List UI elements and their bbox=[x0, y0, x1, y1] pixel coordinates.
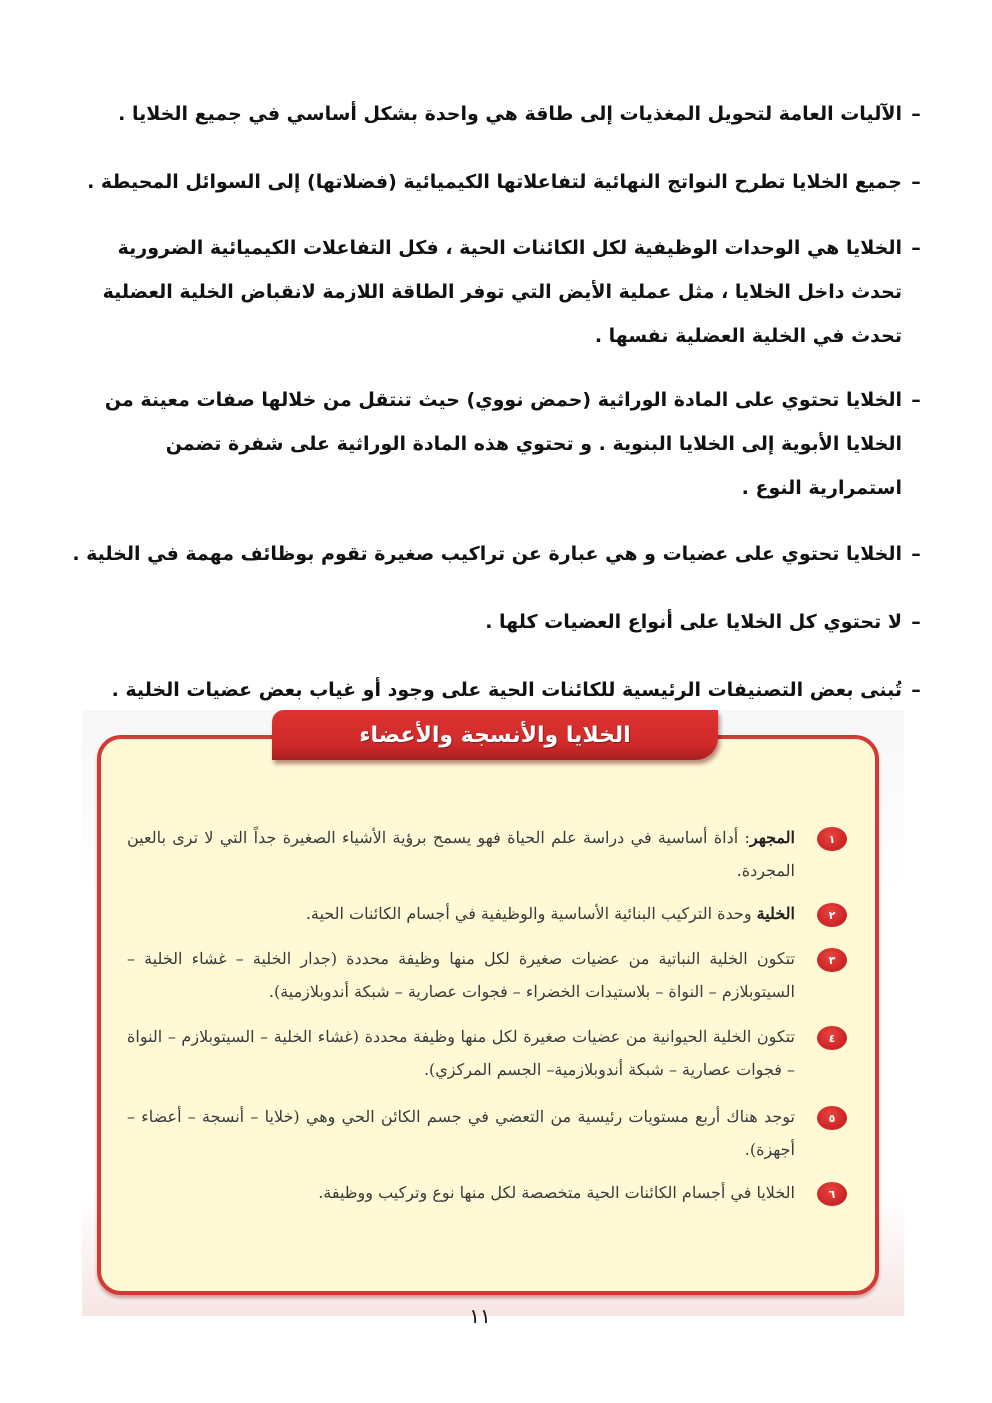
bullet-dash: – bbox=[911, 611, 921, 633]
summary-item-text: تتكون الخلية النباتية من عضيات صغيرة لكل منها وظيفة محددة (جدار الخلية – غشاء الخلية – السيتوبلازم – النواة – بلاستيدات الخضراء – فجوات عصارية – شبكة أندوبلازمية). bbox=[127, 949, 795, 1001]
bullet-dash: – bbox=[911, 543, 921, 565]
summary-item bbox=[127, 1176, 847, 1209]
bullet-text: تُبنى بعض التصنيفات الرئيسية للكائنات الحية على وجود أو غياب بعض عضيات الخلية . bbox=[111, 679, 902, 701]
summary-item-text bbox=[127, 821, 795, 887]
number-badge-icon: ٥ bbox=[817, 1106, 847, 1130]
bullet-dash: – bbox=[911, 237, 921, 259]
number-badge-icon: ٤ bbox=[817, 1026, 847, 1050]
number-badge-icon: ٢ bbox=[817, 903, 847, 927]
bullet-item bbox=[70, 668, 930, 712]
bullet-dash: – bbox=[911, 171, 921, 193]
summary-definition: : أداة أساسية في دراسة علم الحياة فهو يسمح برؤية الأشياء الصغيرة جداً التي لا ترى بالعين المجردة. bbox=[127, 828, 795, 880]
bullet-text: الخلايا هي الوحدات الوظيفية لكل الكائنات الحية ، فكل التفاعلات الكيميائية الضرورية تحدث داخل الخلايا ، مثل عملية الأيض التي توفر الطاقة اللازمة لانقباض الخلية العضلية تحدث في الخلية العضلية نفسها . bbox=[102, 237, 902, 347]
bullet-list bbox=[70, 92, 930, 736]
bullet-item bbox=[70, 378, 930, 510]
summary-title-tab bbox=[272, 710, 718, 760]
summary-item-text: توجد هناك أربع مستويات رئيسية من التعضي في جسم الكائن الحي وهي (خلايا – أنسجة – أعضاء – أجهزة). bbox=[127, 1107, 795, 1159]
summary-item bbox=[127, 1020, 847, 1086]
summary-item-text bbox=[127, 897, 795, 930]
summary-figure bbox=[82, 710, 904, 1316]
number-badge-icon: ٣ bbox=[817, 948, 847, 972]
number-badge-icon: ٦ bbox=[817, 1182, 847, 1206]
bullet-item bbox=[70, 226, 930, 358]
summary-title: الخلايا والأنسجة والأعضاء bbox=[359, 722, 631, 748]
summary-item bbox=[127, 942, 847, 1008]
bullet-text: لا تحتوي كل الخلايا على أنواع العضيات كلها . bbox=[485, 611, 902, 633]
summary-list bbox=[127, 821, 847, 1223]
bullet-dash: – bbox=[911, 389, 921, 411]
bullet-item bbox=[70, 532, 930, 576]
summary-definition: وحدة التركيب البنائية الأساسية والوظيفية في أجسام الكائنات الحية. bbox=[305, 904, 757, 923]
number-badge-icon: ١ bbox=[817, 827, 847, 851]
bullet-dash: – bbox=[911, 103, 921, 125]
bullet-item bbox=[70, 160, 930, 204]
summary-item-text: تتكون الخلية الحيوانية من عضيات صغيرة لكل منها وظيفة محددة (غشاء الخلية – السيتوبلازم – النواة – فجوات عصارية – شبكة أندوبلازمية– الجسم المركزي). bbox=[127, 1027, 795, 1079]
bullet-dash: – bbox=[911, 679, 921, 701]
bullet-item bbox=[70, 92, 930, 136]
page-number: ١١ bbox=[469, 1304, 491, 1328]
bullet-text: جميع الخلايا تطرح النواتج النهائية لتفاعلاتها الكيميائية (فضلاتها) إلى السوائل المحيطة . bbox=[87, 171, 902, 193]
summary-term: الخلية bbox=[756, 904, 795, 923]
bullet-text: الخلايا تحتوي على عضيات و هي عبارة عن تراكيب صغيرة تقوم بوظائف مهمة في الخلية . bbox=[72, 543, 902, 565]
bullet-text: الخلايا تحتوي على المادة الوراثية (حمض نووي) حيث تنتقل من خلالها صفات معينة من الخلايا الأبوية إلى الخلايا البنوية . و تحتوي هذه المادة الوراثية على شفرة تضمن استمرارية النوع . bbox=[104, 389, 902, 499]
summary-item bbox=[127, 1100, 847, 1166]
summary-item bbox=[127, 821, 847, 887]
bullet-text: الآليات العامة لتحويل المغذيات إلى طاقة هي واحدة بشكل أساسي في جميع الخلايا . bbox=[118, 103, 902, 125]
summary-box bbox=[97, 735, 879, 1295]
summary-term: المجهر bbox=[749, 828, 795, 847]
summary-item bbox=[127, 897, 847, 930]
bullet-item bbox=[70, 600, 930, 644]
summary-item-text: الخلايا في أجسام الكائنات الحية متخصصة لكل منها نوع وتركيب ووظيفة. bbox=[318, 1183, 795, 1202]
